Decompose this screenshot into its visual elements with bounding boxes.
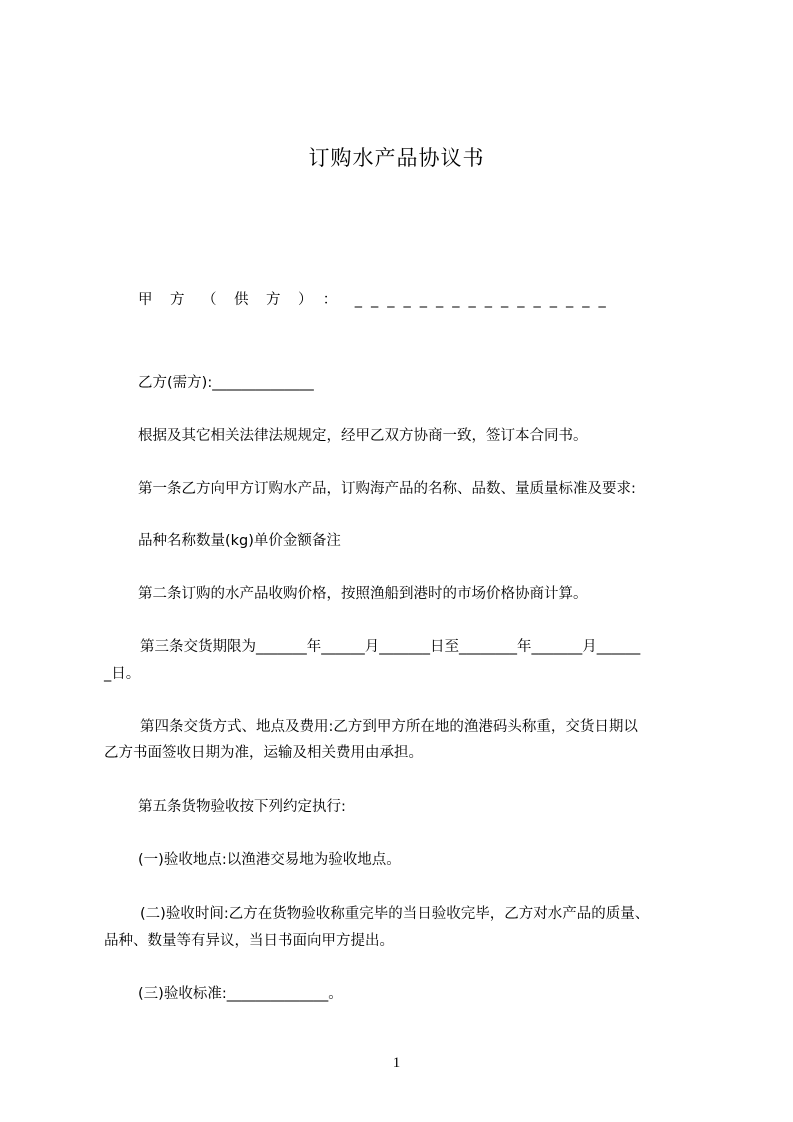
intro-paragraph: 根据及其它相关法律法规规定，经甲乙双方协商一致，签订本合同书。 — [138, 428, 588, 444]
party-a-blank: ________________ — [354, 292, 615, 308]
article-3-line-2: _日。 — [104, 666, 141, 682]
document-title: 订购水产品协议书 — [308, 146, 485, 170]
table-header-line: 品种名称数量(kg)单价金额备注 — [138, 533, 341, 549]
article-4-line-2: 乙方书面签收日期为准，运输及相关费用由承担。 — [104, 745, 423, 761]
article-5-item-1: (一)验收地点:以渔港交易地为验收地点。 — [138, 852, 401, 868]
article-5-item-3: (三)验收标准:______________。 — [138, 986, 343, 1002]
article-2: 第二条订购的水产品收购价格，按照渔船到港时的市场价格协商计算。 — [138, 586, 588, 602]
article-5-item-2-line-1: (二)验收时间:乙方在货物验收称重完毕的当日验收完毕，乙方对水产品的质量、 — [140, 906, 650, 922]
party-a-label: 甲方（供方）： — [138, 292, 355, 308]
party-a-line — [138, 290, 703, 310]
page-number: 1 — [392, 1055, 401, 1071]
article-3-line-1: 第三条交货期限为_______年______月_______日至________年_______月______ — [140, 639, 641, 655]
article-1: 第一条乙方向甲方订购水产品，订购海产品的名称、品数、量质量标准及要求: — [138, 481, 636, 497]
party-b-line: 乙方(需方):______________ — [138, 375, 314, 391]
article-5: 第五条货物验收按下列约定执行: — [138, 799, 346, 815]
article-4-line-1: 第四条交货方式、地点及费用:乙方到甲方所在地的渔港码头称重，交货日期以 — [140, 719, 638, 735]
article-5-item-2-line-2: 品种、数量等有异议，当日书面向甲方提出。 — [104, 933, 394, 949]
